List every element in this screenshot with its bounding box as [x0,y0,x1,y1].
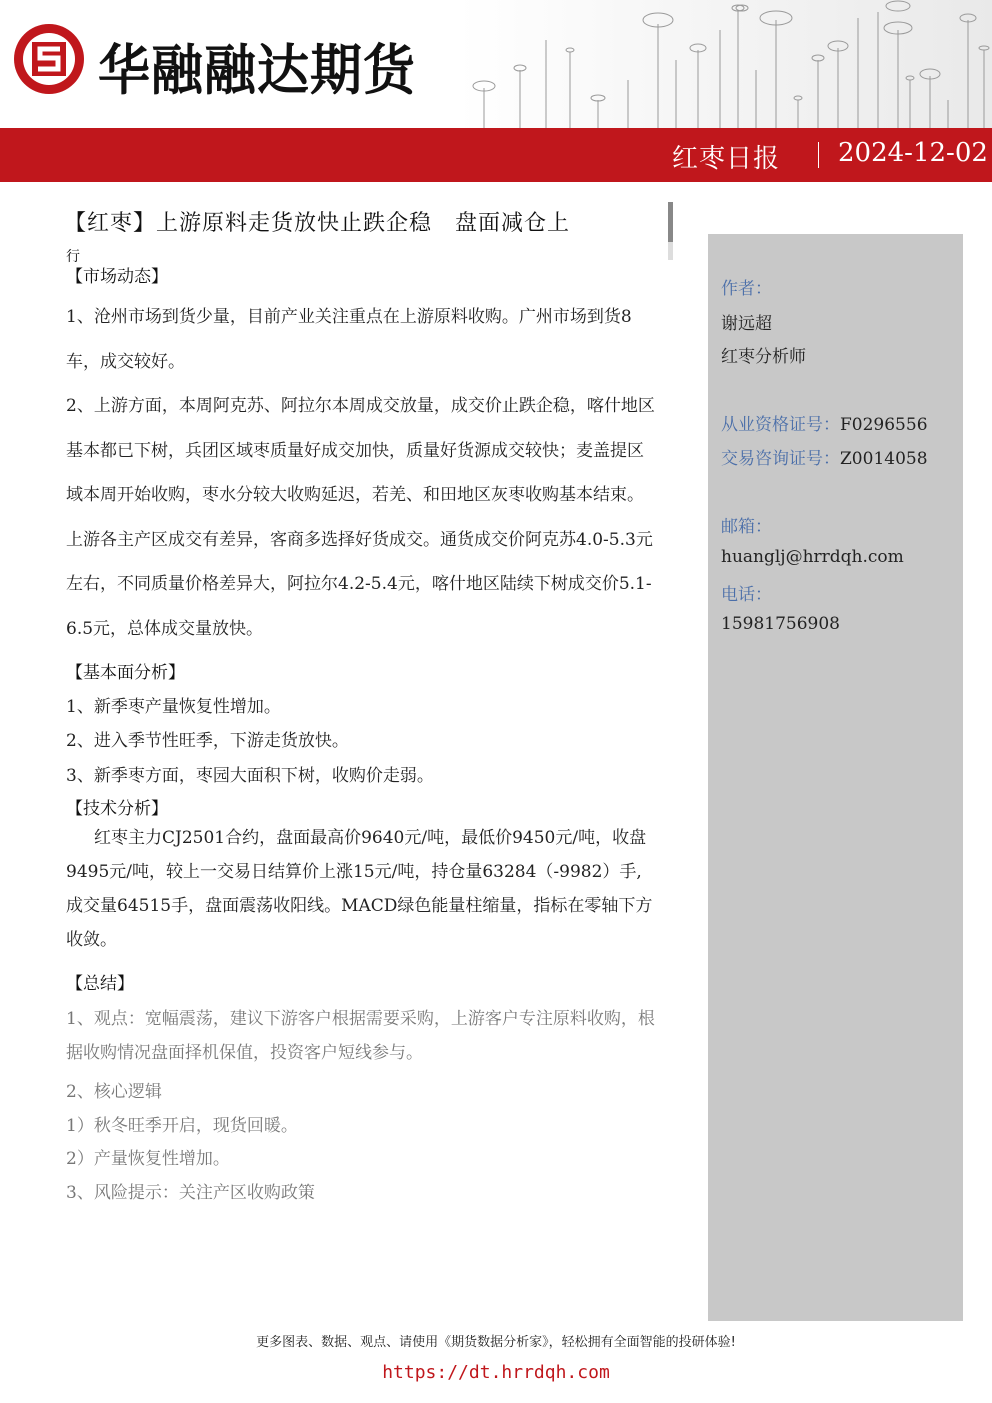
summary-view: 1、观点：宽幅震荡，建议下游客户根据需要采购，上游客户专注原料收购，根据收购情况盘面择机保值，投资客户短线参与。 [66,1009,655,1063]
summary-logic-item: 1）秋冬旺季开启，现货回暖。 [66,1116,298,1136]
consulting-number: Z0014058 [840,449,928,469]
section-heading-technical: 【技术分析】 [66,799,168,819]
company-name: 华融融达期货 [98,39,417,103]
phone-label: 电话： [721,585,772,605]
scrollbar-thumb[interactable] [668,202,673,242]
section-heading-fundamental: 【基本面分析】 [66,663,185,683]
report-date: 2024-12-02 [838,138,988,168]
report-title: 红枣日报 [671,144,780,174]
author-label: 作者： [721,279,772,299]
qualification-label: 从业资格证号： [721,415,840,435]
author-name: 谢远超 [721,314,772,334]
article-title-tail: 行 [66,249,80,265]
phone-number: 15981756908 [721,614,840,634]
qualification-number: F0296556 [840,415,928,435]
header-bar [0,128,992,182]
fundamental-item: 1、新季枣产量恢复性增加。 [66,697,281,717]
consulting-row [721,444,928,469]
section-heading-market: 【市场动态】 [66,267,168,287]
fundamental-item: 2、进入季节性旺季，下游走货放快。 [66,731,349,751]
summary-logic-item: 2）产量恢复性增加。 [66,1149,230,1169]
company-logo-icon [12,22,86,96]
summary-logic-heading: 2、核心逻辑 [66,1082,162,1102]
section-heading-summary: 【总结】 [66,974,134,994]
qualification-row [721,410,928,435]
author-sidebar [708,234,963,1321]
market-paragraph-1: 1、沧州市场到货少量，目前产业关注重点在上游原料收购。广州市场到货8车，成交较好。 [66,307,632,372]
fundamental-item: 3、新季枣方面，枣园大面积下树，收购价走弱。 [66,766,434,786]
summary-risk: 3、风险提示：关注产区收购政策 [66,1183,315,1203]
scrollbar-track[interactable] [668,242,673,260]
market-paragraph-2: 2、上游方面，本周阿克苏、阿拉尔本周成交放量，成交价止跌企稳，喀什地区基本都已下树，兵团区域枣质量好成交加快，质量好货源成交较快；麦盖提区域本周开始收购，枣水分较大收购延迟，若羌、和田地区灰枣收购基本结束。上游各主产区成交有差异，客商多选择好货成交。通货成交价阿克苏4.0-5.3元左右，不同质量价格差异大，阿拉尔4.2-5.4元，喀什地区陆续下树成交价5.1-6.5元，总体成交量放快。 [66,396,655,639]
article-title: 【红枣】上游原料走货放快止跌企稳 盘面减仓上 [64,211,571,236]
footer-note: 更多图表、数据、观点、请使用《期货数据分析家》，轻松拥有全面智能的投研体验! [256,1335,736,1350]
decorative-header-graphic [458,0,992,128]
email-label: 邮箱： [721,517,772,537]
email-link[interactable]: huanglj@hrrdqh.com [721,547,904,567]
footer-link[interactable]: https://dt.hrrdqh.com [382,1362,610,1383]
technical-paragraph: 红枣主力CJ2501合约，盘面最高价9640元/吨，最低价9450元/吨，收盘9495元/吨，较上一交易日结算价上涨15元/吨，持仓量63284（-9982）手,成交量64515手，盘面震荡收阳线。MACD绿色能量柱缩量，指标在零轴下方收敛。 [66,828,653,950]
header-divider [818,142,819,168]
consulting-label: 交易咨询证号： [721,449,840,469]
author-title: 红枣分析师 [721,347,806,367]
